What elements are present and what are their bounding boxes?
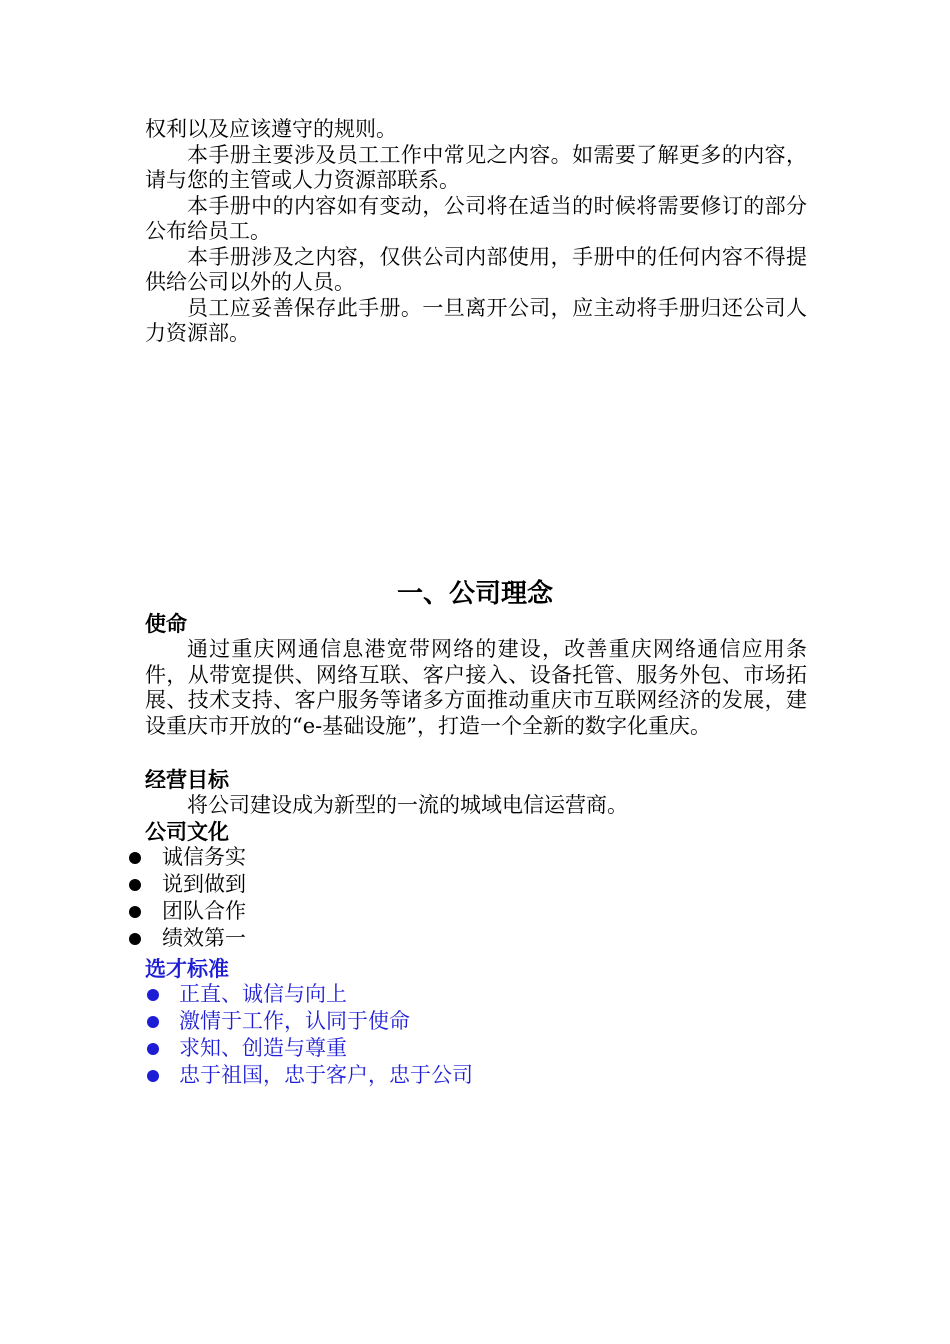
culture-list [128, 844, 246, 952]
intro-paragraph-1: 本手册主要涉及员工工作中常见之内容。如需要了解更多的内容，请与您的主管或人力资源部联系。 [145, 142, 807, 192]
talent-list [146, 981, 473, 1089]
intro-section [145, 117, 807, 347]
talent-item [146, 1008, 473, 1035]
bullet-icon [147, 1043, 159, 1055]
talent-item-label: 忠于祖国，忠于客户，忠于公司 [179, 1063, 473, 1087]
talent-item-label: 正直、诚信与向上 [179, 982, 347, 1006]
talent-item [146, 1035, 473, 1062]
bullet-icon [147, 989, 159, 1001]
culture-item [128, 898, 246, 925]
bullet-icon [147, 1070, 159, 1082]
intro-paragraph-4: 员工应妥善保存此手册。一旦离开公司，应主动将手册归还公司人力资源部。 [145, 295, 807, 345]
mission-heading: 使命 [145, 612, 187, 636]
intro-line-tail: 权利以及应该遵守的规则。 [145, 117, 397, 141]
goal-heading: 经营目标 [145, 768, 229, 792]
culture-heading: 公司文化 [145, 820, 229, 844]
culture-item [128, 871, 246, 898]
culture-item-label: 说到做到 [162, 872, 246, 896]
culture-item [128, 844, 246, 871]
culture-item-label: 诚信务实 [162, 845, 246, 869]
mission-section [145, 637, 807, 739]
bullet-icon [129, 879, 141, 891]
bullet-icon [147, 1016, 159, 1028]
bullet-icon [129, 852, 141, 864]
talent-item-label: 激情于工作，认同于使命 [179, 1009, 410, 1033]
goal-text: 将公司建设成为新型的一流的城域电信运营商。 [187, 793, 628, 817]
goal-section [145, 793, 807, 819]
intro-paragraph-2: 本手册中的内容如有变动，公司将在适当的时候将需要修订的部分公布给员工。 [145, 193, 807, 243]
culture-item-label: 绩效第一 [162, 926, 246, 950]
talent-item [146, 981, 473, 1008]
talent-heading: 选才标准 [145, 957, 229, 981]
culture-item [128, 925, 246, 952]
talent-item-label: 求知、创造与尊重 [179, 1036, 347, 1060]
mission-text: 通过重庆网通信息港宽带网络的建设，改善重庆网络通信应用条件，从带宽提供、网络互联、客户接入、设备托管、服务外包、市场拓展、技术支持、客户服务等诸多方面推动重庆市互联网经济的发展，建设重庆市开放的“e-基础设施”，打造一个全新的数字化重庆。 [145, 637, 807, 738]
culture-item-label: 团队合作 [162, 899, 246, 923]
bullet-icon [129, 906, 141, 918]
bullet-icon [129, 933, 141, 945]
intro-paragraph-3: 本手册涉及之内容，仅供公司内部使用，手册中的任何内容不得提供给公司以外的人员。 [145, 244, 807, 294]
chapter-title: 一、公司理念 [396, 579, 553, 609]
talent-item [146, 1062, 473, 1089]
